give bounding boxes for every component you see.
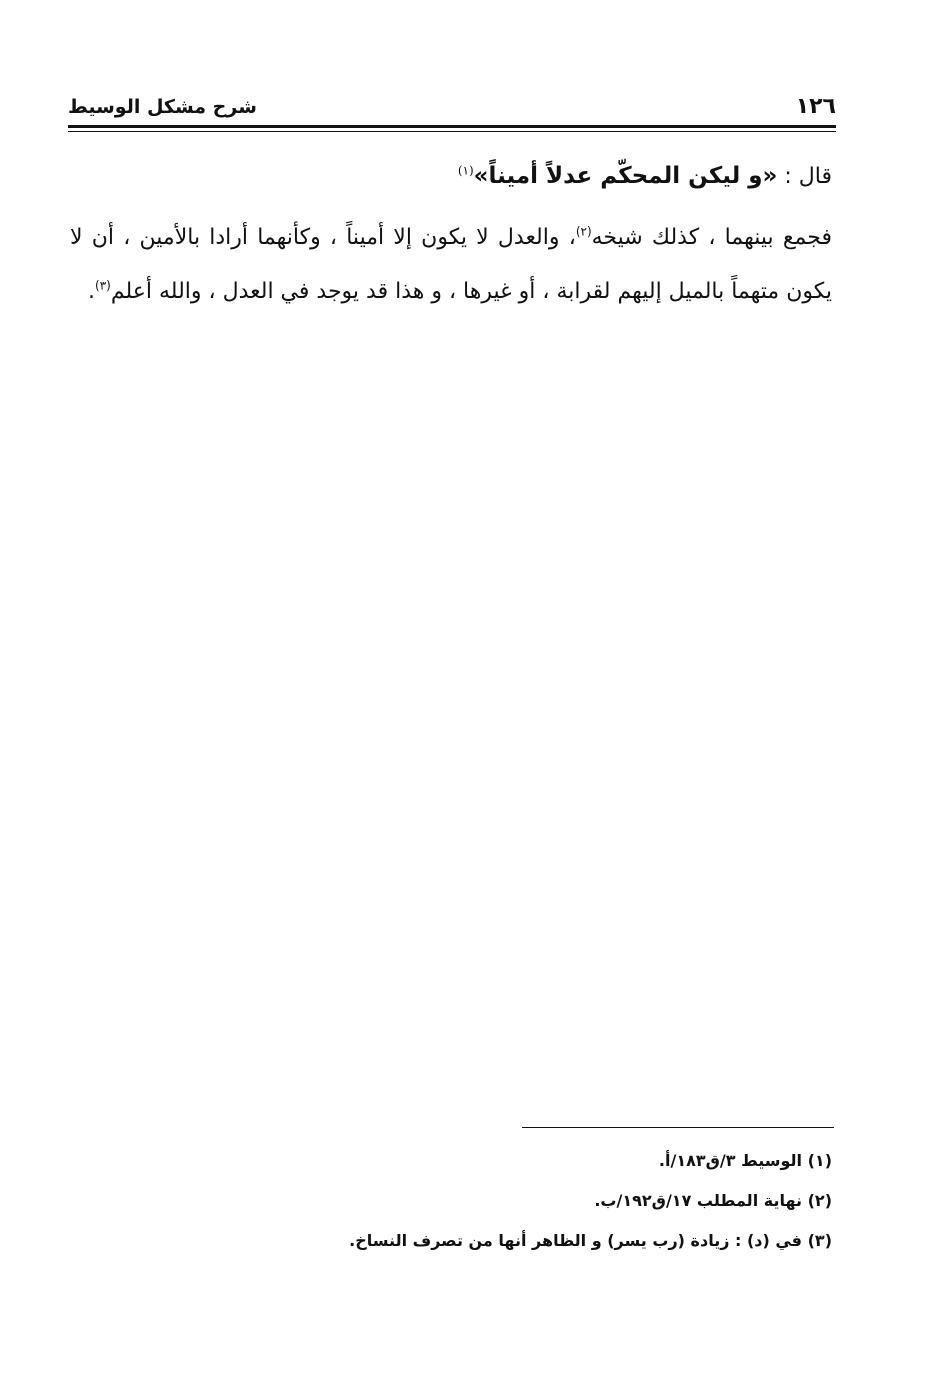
main-text xyxy=(70,152,832,319)
page-header xyxy=(68,92,836,126)
footnotes xyxy=(300,1148,832,1268)
footnote-2: (٢) نهاية المطلب ١٧/ق١٩٢/ب. xyxy=(594,1191,832,1210)
footnote-3: (٣) في (د) : زيادة (رب يسر) و الظاهر أنها من تصرف النساخ. xyxy=(349,1231,832,1250)
paragraph-text-2: ، والعدل لا يكون إلا أميناً ، وكأنهما أرادا بالأمين ، أن لا يكون متهماً بالميل إليهم لقرابة ، أو غيرها ، و هذا قد يوجد في العدل ، والله أعلم xyxy=(70,225,832,304)
header-rule-thick xyxy=(68,125,836,128)
footnote-ref-2: (٢) xyxy=(575,224,592,239)
commentary-paragraph xyxy=(70,211,832,319)
quoted-statement xyxy=(70,152,832,201)
footnote-separator xyxy=(522,1127,834,1128)
quote-intro: قال : xyxy=(784,164,832,189)
header-rule-thin xyxy=(68,131,836,132)
paragraph-text-1: فجمع بينهما ، كذلك شيخه xyxy=(591,225,832,250)
footnote-ref-3: (٣) xyxy=(95,278,111,293)
footnote-1: (١) الوسيط ٣/ق١٨٣/أ. xyxy=(658,1151,832,1170)
paragraph-end: . xyxy=(88,279,96,304)
quote-text: «و ليكن المحكّم عدلاً أميناً» xyxy=(473,163,778,189)
running-title: شرح مشكل الوسيط xyxy=(68,96,257,118)
footnote-ref-1: (١) xyxy=(457,163,474,178)
page-number: ١٢٦ xyxy=(795,94,836,119)
